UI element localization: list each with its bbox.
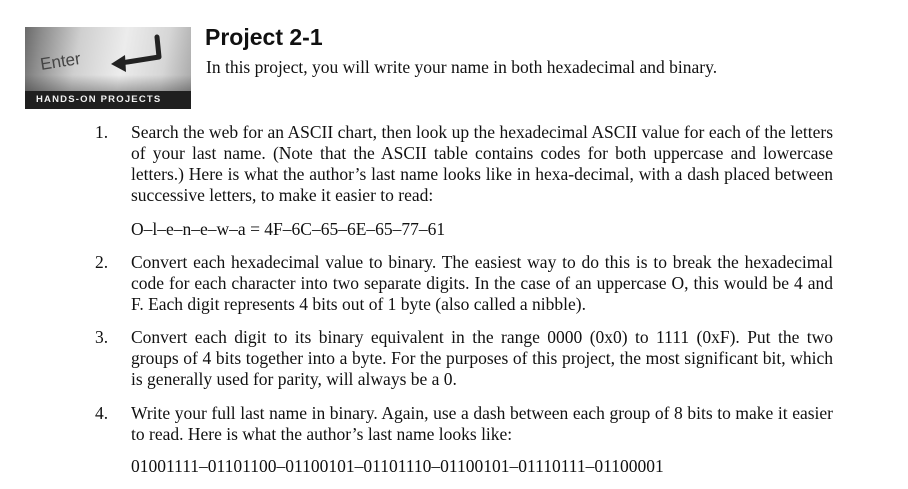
step-number: 4. [95, 403, 109, 423]
enter-arrow-icon [105, 33, 167, 77]
step-number: 2. [95, 252, 109, 272]
step-text: Write your full last name in binary. Again, use a dash between each group of 8 bits to make it easier to read. Here is what the author’s last name looks like: [131, 403, 833, 444]
hex-example: O–l–e–n–e–w–a = 4F–6C–65–6E–65–77–61 [131, 219, 446, 239]
enter-key-label: Enter [38, 48, 82, 75]
hands-on-projects-logo [25, 27, 191, 109]
binary-example: 01001111–01101100–01100101–01101110–01100101–01110111–01100001 [131, 456, 664, 476]
step-number: 3. [95, 327, 109, 347]
step-text: Convert each hexadecimal value to binary. The easiest way to do this is to break the hexadecimal code for each character into two separate digits. In the case of an uppercase O, this would be 4 and F. Each digit represents 4 bits out of 1 byte (also called a nibble). [131, 252, 833, 314]
logo-band-label: HANDS-ON PROJECTS [36, 94, 162, 105]
step-text: Convert each digit to its binary equivalent in the range 0000 (0x0) to 1111 (0xF). Put the two groups of 4 bits together into a byte. For the purposes of this project, the most significant bit, which is generally used for parity, will always be a 0. [131, 327, 833, 389]
step-number: 1. [95, 122, 109, 142]
step-text: Search the web for an ASCII chart, then look up the hexadecimal ASCII value for each of the letters of your last name. (Note that the ASCII table contains codes for both uppercase and lowercase letters.) Here is what the author’s last name looks like in hexa-decimal, with a dash placed between successive letters, to make it easier to read: [131, 122, 833, 205]
project-intro: In this project, you will write your name in both hexadecimal and binary. [206, 57, 718, 77]
project-title: Project 2-1 [205, 24, 323, 50]
